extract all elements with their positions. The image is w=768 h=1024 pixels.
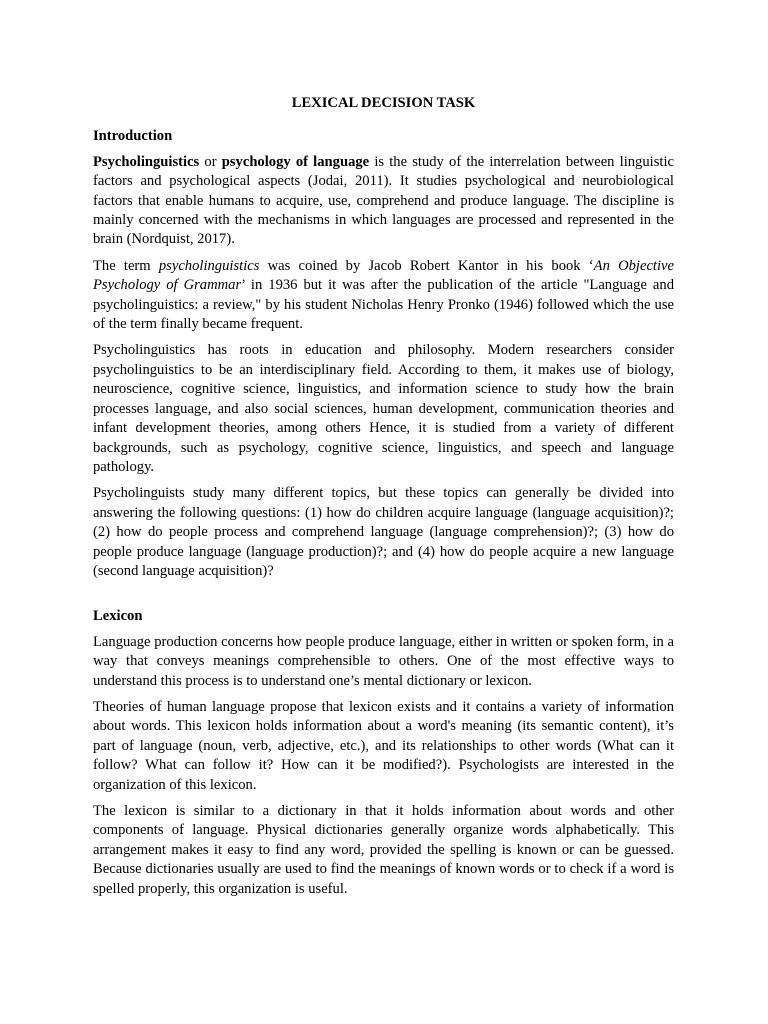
book-title: An Objective Psychology of Grammar (93, 257, 674, 294)
paragraph-text: The term (93, 257, 159, 274)
paragraph-lexicon-theories: Theories of human language propose that lexicon exists and it contains a variety of information about words. This lexicon holds information about a word's meaning (its semantic content), it’s part of language (noun, verb, adjective, etc.), and its relationships to other words (What can it follow? What can follow it? How can it be modified?). Psychologists are interested in the organization of this lexicon. (93, 698, 674, 793)
term-psycholinguistics: Psycholinguistics (93, 153, 200, 170)
connector-or: or (199, 153, 222, 170)
term-psychology-of-language: psychology of language (221, 153, 370, 170)
term-psycholinguistics-italic: psycholinguistics (158, 257, 260, 274)
document-title: LEXICAL DECISION TASK (291, 95, 476, 111)
document-body (93, 94, 674, 906)
paragraph-text: is the study of the interrelation between linguistic factors and psychological aspects (Jodai, 2011). It studies psychological and neurobiological factors that enable humans to acquire, use, comprehend and produce language. The discipline is mainly concerned with the mechanisms in which languages are processed and represented in the brain (Nordquist, 2017). (93, 153, 674, 248)
paragraph-intro-definition (93, 153, 674, 250)
section-spacer (93, 588, 674, 607)
paragraph-intro-topics: Psycholinguists study many different topics, but these topics can generally be divided into answering the following questions: (1) how do children acquire language (language acquisition)?; (2) how do people process and comprehend language (language comprehension)?; (3) how do people produce language (language production)?; and (4) how do people acquire a new language (second language acquisition)? (93, 485, 674, 579)
section-heading-lexicon: Lexicon (93, 608, 143, 625)
paragraph-text: ’ in 1936 but it was after the publication of the article "Language and psycholinguistics: a review," by his student Nicholas Henry Pronko (1946) followed which the use of the term finally became frequent. (93, 277, 674, 333)
paragraph-intro-history (93, 257, 674, 335)
section-heading-introduction: Introduction (93, 128, 173, 145)
paragraph-text: was coined by Jacob Robert Kantor in his book ‘ (259, 257, 594, 274)
paragraph-lexicon-dictionary: The lexicon is similar to a dictionary in that it holds information about words and other components of language. Physical dictionaries generally organize words alphabetically. This arrangement makes it easy to find any word, provided the spelling is known or can be guessed. Because dictionaries usually are used to find the meanings of known words or to check if a word is spelled properly, this organization is useful. (93, 803, 674, 897)
paragraph-lexicon-production: Language production concerns how people produce language, either in written or spoken form, in a way that conveys meanings comprehensible to others. One of the most effective ways to understand this process is to understand one’s mental dictionary or lexicon. (93, 633, 674, 689)
paragraph-intro-roots: Psycholinguistics has roots in education and philosophy. Modern researchers consider psycholinguistics to be an interdisciplinary field. According to them, it makes use of biology, neuroscience, cognitive science, linguistics, and information science to study how the brain processes language, and also social sciences, human development, communication theories and infant development theories, among others Hence, it is studied from a variety of different backgrounds, such as psychology, cognitive science, linguistics, and speech and language pathology. (93, 342, 674, 475)
